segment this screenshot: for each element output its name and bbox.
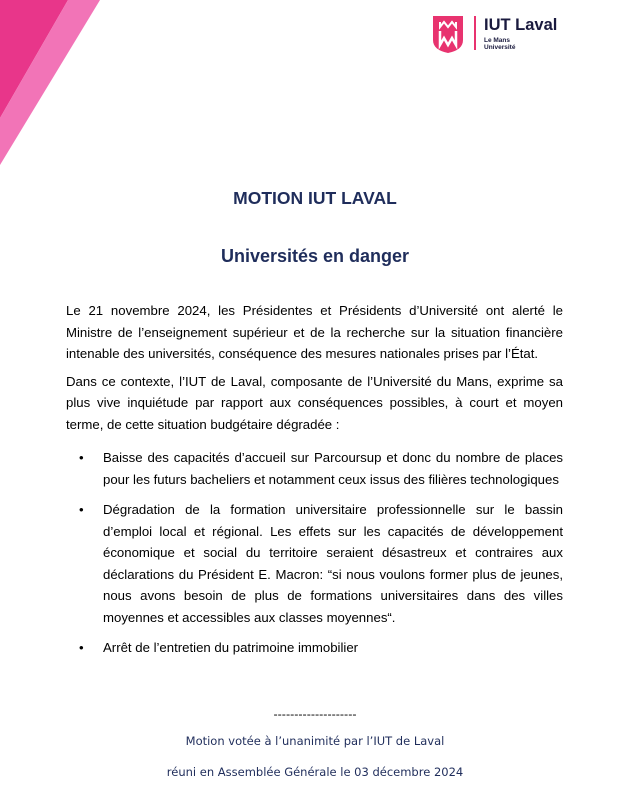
iut-laval-logo [430, 14, 570, 58]
logo-subtitle [484, 37, 515, 51]
logo-sub-line2: Université [484, 44, 516, 51]
list-item: • Dégradation de la formation universitaire professionnelle sur le bassin d’emploi local et régional. Les effets sur les capacités de développement économique et social du territoire seraient désastreux et contraires aux déclarations du Président E. Macron: “si nous voulons former plus de jeunes, nous avons besoin de plus de formations universitaires dans des villes moyennes et accessibles aux classes moyennes“. [103, 499, 563, 628]
page-title: MOTION IUT LAVAL [233, 188, 397, 208]
corner-decoration [0, 0, 100, 165]
list-item: • Arrêt de l’entretien du patrimoine immobilier [103, 637, 563, 659]
logo-divider [474, 16, 476, 50]
logo-name: IUT Laval [484, 16, 558, 34]
page-subtitle: Universités en danger [220, 246, 410, 266]
paragraph-intro: Le 21 novembre 2024, les Présidentes et Présidents d’Université ont alerté le Ministre de l’enseignement supérieur et de la recherche sur la situation financière intenable des universités, conséquence des mesures nationales prises par l’État. [66, 303, 563, 361]
footer-separator: -------------------- [273, 707, 357, 721]
logo-mark-icon [430, 14, 466, 54]
document-body [66, 300, 563, 668]
footer-line-assembly: réuni en Assemblée Générale le 03 décembre 2024 [166, 765, 464, 779]
footer-line-vote: Motion votée à l’unanimité par l’IUT de Laval [185, 734, 445, 748]
paragraph-context: Dans ce contexte, l’IUT de Laval, composante de l’Université du Mans, exprime sa plus vive inquiétude par rapport aux conséquences possibles, à court et moyen terme, de cette situation budgétaire dégradée : [66, 373, 563, 432]
list-item: • Baisse des capacités d’accueil sur Parcoursup et donc du nombre de places pour les futurs bacheliers et notamment ceux issus des filières technologiques [103, 447, 563, 490]
logo-sub-line1: Le Mans [484, 37, 511, 44]
consequences-list [66, 447, 563, 659]
